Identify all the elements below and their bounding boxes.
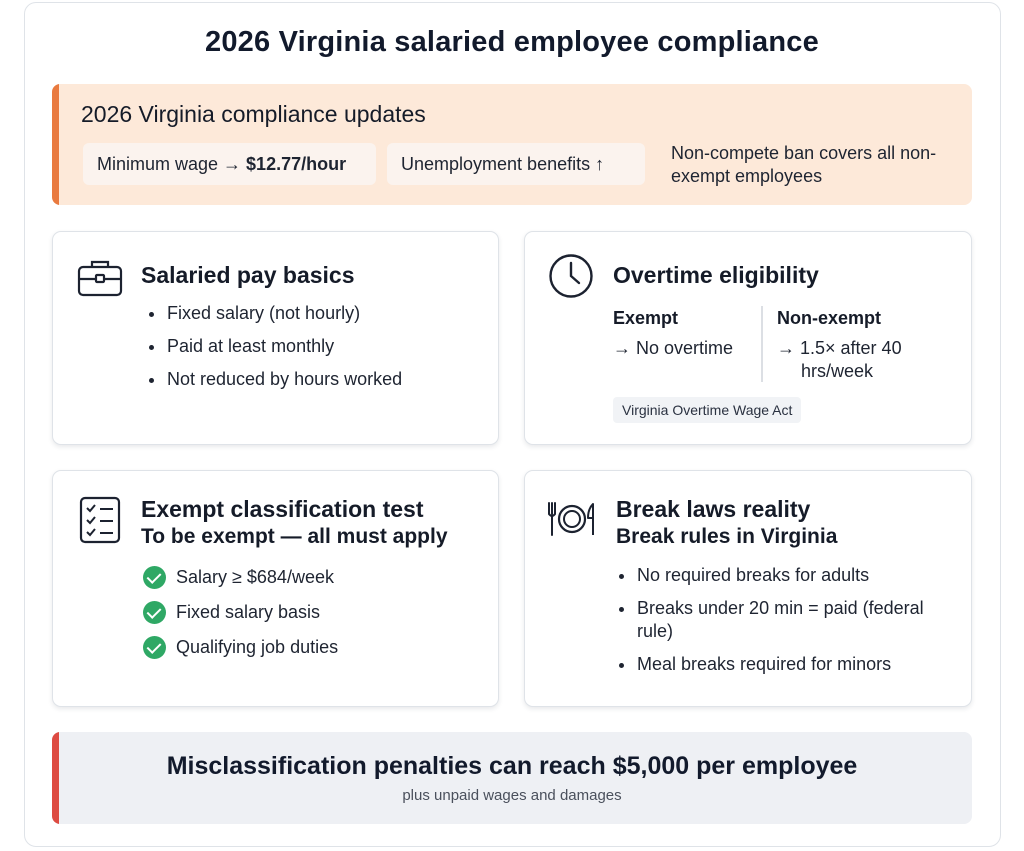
updates-banner xyxy=(52,84,972,205)
exempt-subheading: To be exempt — all must apply xyxy=(141,525,448,548)
exempt-text: → No overtime xyxy=(613,338,734,358)
min-wage-label: Minimum wage → xyxy=(97,153,242,174)
checklist-icon xyxy=(79,496,121,544)
breaks-subheading: Break rules in Virginia xyxy=(616,525,838,548)
list-item xyxy=(143,601,338,624)
noncompete-note: Non-compete ban covers all non-exempt employees xyxy=(671,143,937,186)
updates-heading: 2026 Virginia compliance updates xyxy=(81,101,426,127)
unemployment-text: Unemployment benefits ↑ xyxy=(401,153,605,174)
min-wage-value: $12.77/hour xyxy=(246,153,347,174)
list-item: Paid at least monthly xyxy=(145,335,402,358)
page-title: 2026 Virginia salaried employee compliance xyxy=(205,26,819,58)
salaried-pay-card xyxy=(52,231,499,445)
salaried-list xyxy=(145,302,402,391)
minimum-wage-pill xyxy=(83,143,376,185)
list-item xyxy=(143,636,338,659)
list-item: Fixed salary (not hourly) xyxy=(145,302,402,325)
clock-icon xyxy=(548,253,594,299)
list-item: Not reduced by hours worked xyxy=(145,368,402,391)
breaks-list xyxy=(615,564,955,676)
check-icon xyxy=(143,601,166,624)
updates-accent-bar xyxy=(52,84,59,205)
list-item xyxy=(143,566,338,589)
check-icon xyxy=(143,636,166,659)
list-item: Meal breaks required for minors xyxy=(615,653,955,676)
penalty-headline: Misclassification penalties can reach $5,000 per employee xyxy=(166,752,858,780)
exempt-checklist xyxy=(143,566,338,671)
overtime-act-tag: Virginia Overtime Wage Act xyxy=(613,397,801,423)
nonexempt-title: Non-exempt xyxy=(777,308,882,328)
exempt-title: Exempt xyxy=(613,308,679,328)
overtime-card xyxy=(524,231,972,445)
check-label: Qualifying job duties xyxy=(176,637,339,657)
penalty-subtext: plus unpaid wages and damages xyxy=(402,787,622,804)
column-divider xyxy=(761,306,763,382)
exempt-heading: Exempt classification test xyxy=(141,496,424,522)
exempt-test-card xyxy=(52,470,499,707)
plate-utensils-icon xyxy=(545,501,599,537)
nonexempt-text: → 1.5× after 40 hrs/week xyxy=(777,338,902,381)
list-item: Breaks under 20 min = paid (federal rule) xyxy=(615,597,955,643)
break-laws-card xyxy=(524,470,972,707)
breaks-heading: Break laws reality xyxy=(616,496,811,522)
list-item: No required breaks for adults xyxy=(615,564,955,587)
check-icon xyxy=(143,566,166,589)
briefcase-icon xyxy=(77,258,123,298)
penalty-banner xyxy=(52,732,972,824)
salaried-heading: Salaried pay basics xyxy=(141,262,355,288)
check-label: Salary ≥ $684/week xyxy=(176,567,334,587)
check-label: Fixed salary basis xyxy=(176,602,321,622)
overtime-heading: Overtime eligibility xyxy=(613,262,819,288)
unemployment-pill xyxy=(387,143,645,185)
